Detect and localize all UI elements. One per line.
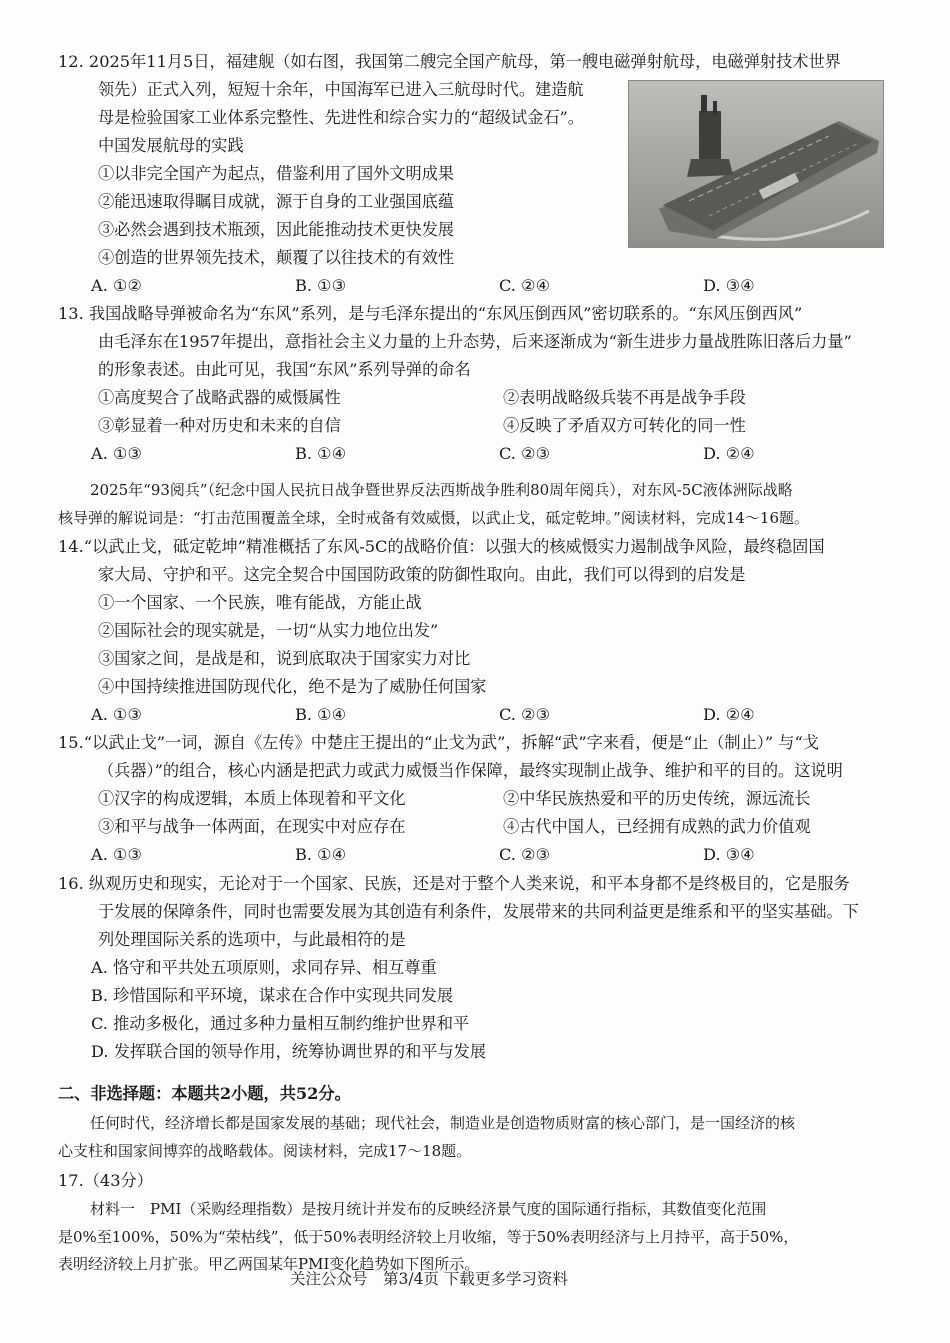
section-2-intro-line1: 任何时代，经济增长都是国家发展的基础；现代社会，制造业是创造物质财富的核心部门，是一国经济的核 (90, 1114, 796, 1132)
q16-option-c[interactable]: C. 推动多极化，通过多种力量相互制约维护世界和平 (91, 1014, 470, 1033)
q12-option-c[interactable]: C. ②④ (499, 276, 551, 295)
q14-item-4: ④中国持续推进国防现代化，绝不是为了威胁任何国家 (98, 677, 487, 696)
q12-line4: 中国发展航母的实践 (98, 136, 244, 155)
q13-line1: 13. 我国战略导弹被命名为“东风”系列，是与毛泽东提出的“东风压倒西风”密切联系的。“东风压倒西风” (58, 304, 803, 323)
q13-items-row2 (58, 412, 898, 440)
q15-option-c[interactable]: C. ②③ (499, 845, 551, 864)
q13-item-1: ①高度契合了战略武器的威慑属性 (98, 388, 341, 407)
q12-line3: 母是检验国家工业体系完整性、先进性和综合实力的“超级试金石”。 (98, 108, 584, 127)
q15-options (58, 841, 898, 869)
material-line1: 2025年“93阅兵”（纪念中国人民抗日战争暨世界反法西斯战争胜利80周年阅兵），对东风-5C液体洲际战略 (90, 481, 793, 499)
q14-option-d[interactable]: D. ②④ (703, 705, 755, 724)
q12-item-1: ①以非完全国产为起点，借鉴利用了国外文明成果 (98, 164, 455, 183)
q14-option-a[interactable]: A. ①③ (91, 705, 143, 724)
q15-item-3: ③和平与战争一体两面，在现实中对应存在 (98, 817, 406, 836)
q14-line1: 14.“以武止戈，砥定乾坤”精准概括了东风-5C的战略价值：以强大的核威慑实力遏制战争风险，最终稳固国 (58, 537, 825, 556)
aircraft-carrier-illustration (629, 81, 883, 247)
q15-item-2: ②中华民族热爱和平的历史传统，源远流长 (503, 789, 811, 808)
q13-option-b[interactable]: B. ①④ (295, 444, 347, 463)
section-2-intro-line2: 心支柱和国家间博弈的战略载体。阅读材料，完成17～18题。 (58, 1141, 472, 1160)
q15-option-a[interactable]: A. ①③ (91, 845, 143, 864)
q14-option-b[interactable]: B. ①④ (295, 705, 347, 724)
q17-head: 17.（43分） (58, 1171, 153, 1190)
q13-items-row1 (58, 384, 898, 412)
question-15 (58, 729, 898, 869)
question-13 (58, 300, 898, 468)
q12-option-a[interactable]: A. ①② (91, 276, 143, 295)
question-16 (58, 870, 898, 1066)
q15-items-row1 (58, 785, 898, 813)
q12-option-d[interactable]: D. ③④ (703, 276, 755, 295)
section-2-intro (58, 1110, 898, 1165)
material-line2: 核导弹的解说词是：“打击范围覆盖全球，全时戒备有效威慑，以武止戈，砥定乾坤。”阅读材料，完成14～16题。 (58, 508, 810, 527)
q13-item-3: ③彰显着一种对历史和未来的自信 (98, 416, 341, 435)
q14-item-1: ①一个国家、一个民族，唯有能战，方能止战 (98, 593, 422, 612)
q12-item-2: ②能迅速取得瞩目成就，源于自身的工业强国底蕴 (98, 192, 455, 211)
aircraft-carrier-photo (628, 80, 884, 248)
material-14-16 (58, 477, 898, 532)
q16-line1: 16. 纵观历史和现实，无论对于一个国家、民族，还是对于整个人类来说，和平本身都不是终极目的，它是服务 (58, 874, 850, 893)
q13-option-d[interactable]: D. ②④ (703, 444, 755, 463)
q17-m1-line3: 表明经济较上月扩张。甲乙两国某年PMI变化趋势如下图所示。 (58, 1255, 480, 1273)
q17-m1-line2: 是0%至100%，50%为“荣枯线”，低于50%表明经济较上月收缩，等于50%表明经济与上月持平，高于50%， (58, 1227, 799, 1246)
q16-line2: 于发展的保障条件，同时也需要发展为其创造有利条件，发展带来的共同利益更是维系和平的坚实基础。下 (98, 902, 859, 921)
q13-option-c[interactable]: C. ②③ (499, 444, 551, 463)
q15-item-4: ④古代中国人，已经拥有成熟的武力价值观 (503, 817, 811, 836)
q13-item-2: ②表明战略级兵装不再是战争手段 (503, 388, 746, 407)
q14-item-3: ③国家之间，是战是和，说到底取决于国家实力对比 (98, 649, 471, 668)
page-footer: 关注公众号 第3/4页 下载更多学习资料 (290, 1270, 568, 1288)
q12-line2: 领先）正式入列，短短十余年，中国海军已进入三航母时代。建造航 (98, 80, 584, 99)
question-14 (58, 533, 898, 729)
q13-item-4: ④反映了矛盾双方可转化的同一性 (503, 416, 746, 435)
q16-option-b[interactable]: B. 珍惜国际和平环境，谋求在合作中实现共同发展 (91, 986, 454, 1005)
q15-option-b[interactable]: B. ①④ (295, 845, 347, 864)
section-2-title: 二、非选择题：本题共2小题，共52分。 (58, 1084, 351, 1103)
q15-option-d[interactable]: D. ③④ (703, 845, 755, 864)
q16-option-a[interactable]: A. 恪守和平共处五项原则，求同存异、相互尊重 (91, 958, 437, 977)
q16-option-d[interactable]: D. 发挥联合国的领导作用，统筹协调世界的和平与发展 (91, 1042, 487, 1061)
q12-option-b[interactable]: B. ①③ (295, 276, 347, 295)
q14-item-2: ②国际社会的现实就是，一切“从实力地位出发” (98, 621, 439, 640)
q12-line1: 12. 2025年11月5日，福建舰（如右图，我国第二艘完全国产航母，第一艘电磁弹射航母，电磁弹射技术世界 (58, 52, 841, 71)
q12-options (58, 272, 898, 300)
q12-item-4: ④创造的世界领先技术，颠覆了以往技术的有效性 (98, 248, 455, 267)
q16-line3: 列处理国际关系的选项中，与此最相符的是 (98, 930, 406, 949)
q15-items-row2 (58, 813, 898, 841)
q14-line2: 家大局、守护和平。这完全契合中国国防政策的防御性取向。由此，我们可以得到的启发是 (98, 565, 746, 584)
q13-line3: 的形象表述。由此可见，我国“东风”系列导弹的命名 (98, 360, 471, 379)
q12-item-3: ③必然会遇到技术瓶颈，因此能推动技术更快发展 (98, 220, 455, 239)
q14-options (58, 701, 898, 729)
q13-option-a[interactable]: A. ①③ (91, 444, 143, 463)
q14-option-c[interactable]: C. ②③ (499, 705, 551, 724)
q17-m1-line1: 材料一 PMI（采购经理指数）是按月统计并发布的反映经济景气度的国际通行指标，其数值变化范围 (90, 1200, 767, 1218)
q13-line2: 由毛泽东在1957年提出，意指社会主义力量的上升态势，后来逐渐成为“新生进步力量战胜陈旧落后力量” (98, 332, 852, 351)
q15-line1: 15.“以武止戈”一词，源自《左传》中楚庄王提出的“止戈为武”，拆解“武”字来看，便是“止（制止）” 与“戈 (58, 733, 819, 752)
q13-options (58, 440, 898, 468)
q15-item-1: ①汉字的构成逻辑，本质上体现着和平文化 (98, 789, 406, 808)
q15-line2: （兵器）”的组合，核心内涵是把武力或武力威慑当作保障，最终实现制止战争、维护和平的目的。这说明 (98, 761, 843, 780)
